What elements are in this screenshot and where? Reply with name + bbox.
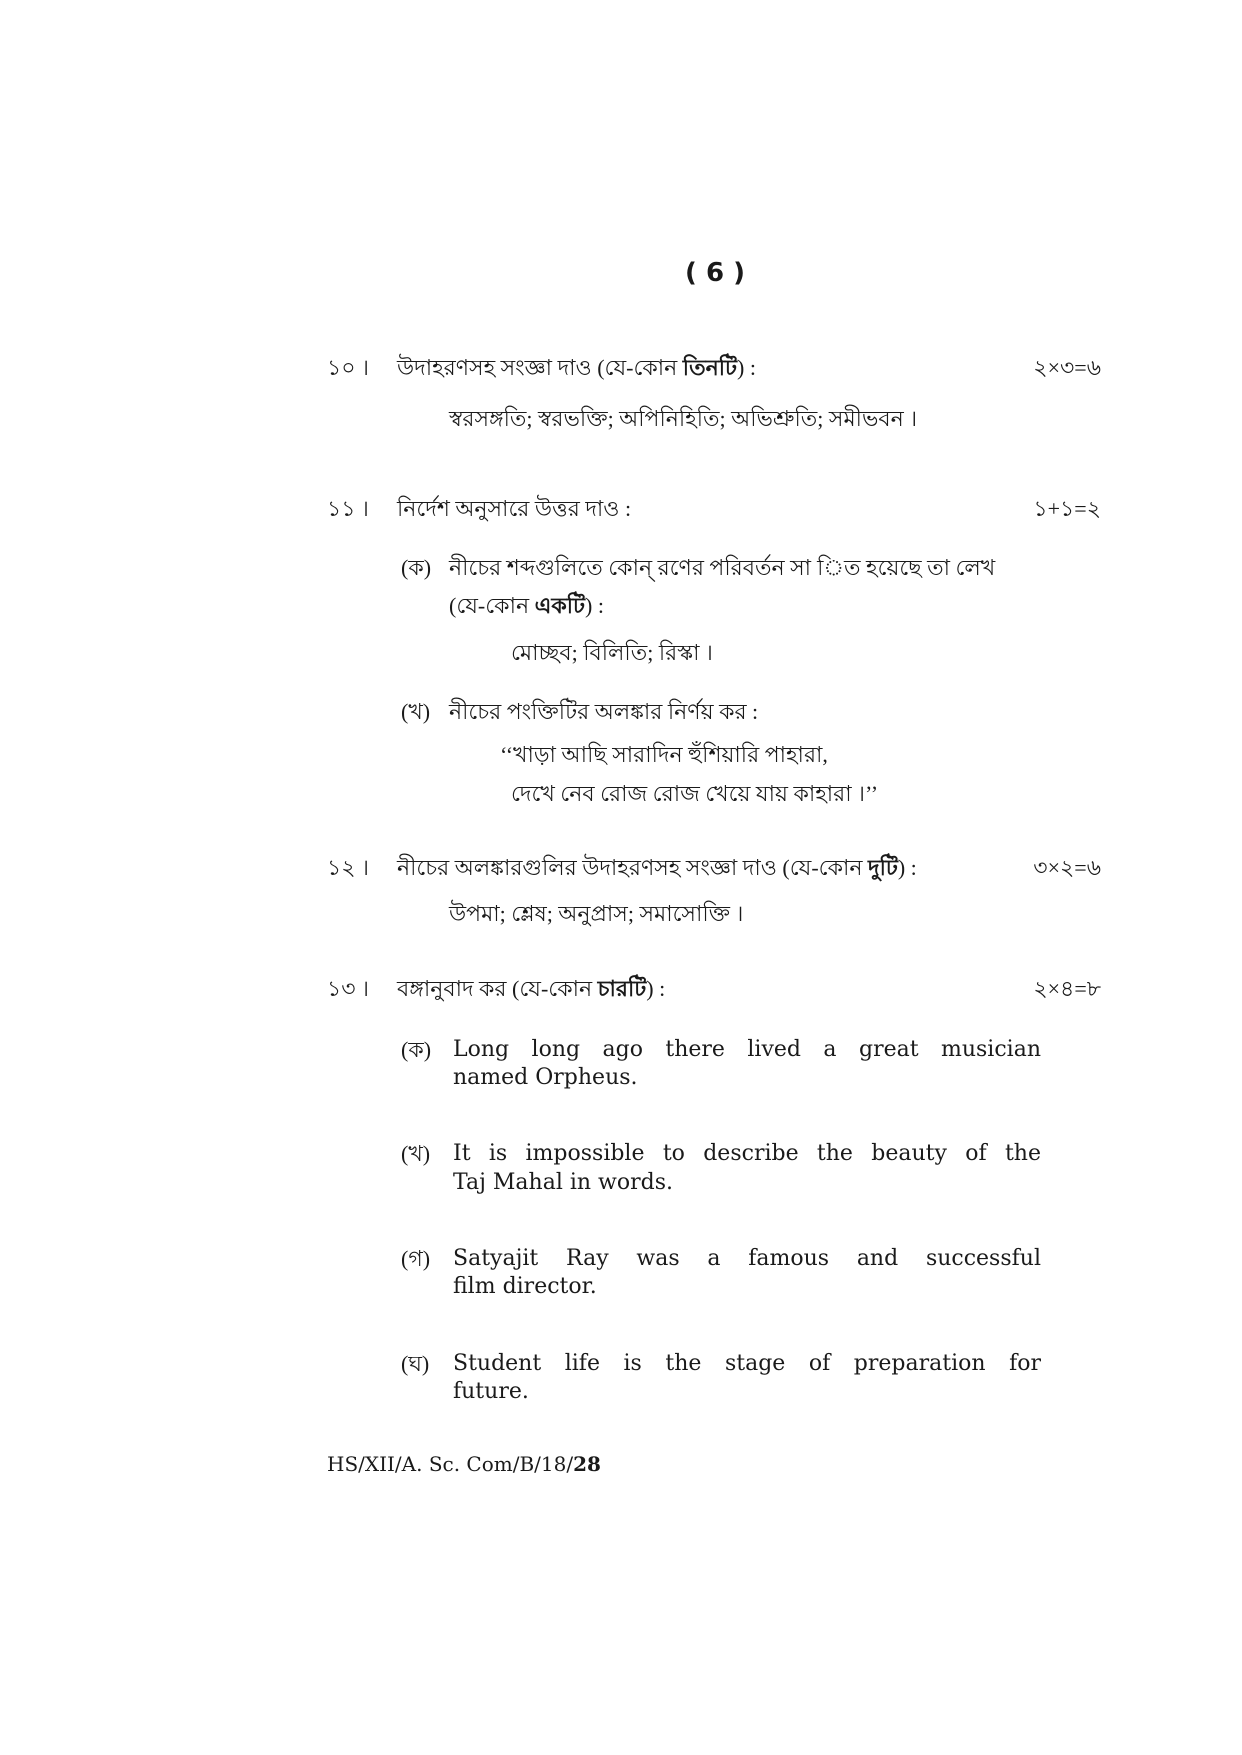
- item-label: (ঘ): [401, 1351, 430, 1376]
- prompt-text: নীচের অলঙ্কারগুলির উদাহরণসহ সংজ্ঞা দাও (যে-কোন: [397, 855, 869, 880]
- question-number: ১০ ।: [327, 355, 369, 380]
- paper-code: HS/XII/A. Sc. Com/B/18/: [327, 1452, 574, 1476]
- instruction-emphasis: একটি: [534, 593, 586, 618]
- question-number: ১১ ।: [327, 496, 369, 521]
- prompt-text-end: ) :: [646, 976, 666, 1001]
- marks: ২×৪=৮: [1033, 976, 1101, 1001]
- item-label: (গ): [401, 1246, 431, 1271]
- question-number: ১২ ।: [327, 855, 369, 880]
- word-list: মোচ্ছব; বিলিতি; রিস্কা ।: [511, 640, 713, 665]
- quote-line: দেখে নেব রোজ রোজ খেয়ে যায় কাহারা ।’’: [511, 781, 879, 806]
- prompt-emphasis: তিনটি: [682, 355, 737, 380]
- sentence-line: film director.: [453, 1274, 597, 1299]
- prompt-emphasis: চারটি: [597, 976, 647, 1001]
- marks: ১+১=২: [1033, 496, 1101, 521]
- page-number: ( 6 ): [685, 258, 745, 288]
- prompt-text-end: ) :: [737, 355, 756, 380]
- term-list: স্বরসঙ্গতি; স্বরভক্তি; অপিনিহিতি; অভিশ্রুতি; সমীভবন ।: [449, 406, 918, 431]
- question-prompt: [397, 974, 665, 1004]
- sentence-line: Student life is the stage of preparation for: [453, 1351, 1041, 1376]
- sentence-line: It is impossible to describe the beauty of the: [453, 1141, 1041, 1166]
- question-prompt: [397, 353, 756, 383]
- instruction-text: (যে-কোন: [449, 593, 535, 618]
- item-label: (খ): [401, 1141, 431, 1166]
- item-label: (ক): [401, 1037, 432, 1062]
- question-prompt: [397, 853, 917, 883]
- total-pages: 28: [573, 1452, 601, 1476]
- prompt-text: উদাহরণসহ সংজ্ঞা দাও (যে-কোন: [397, 355, 683, 380]
- prompt-text: বঙ্গানুবাদ কর (যে-কোন: [397, 976, 598, 1001]
- prompt-emphasis: দুটি: [868, 855, 898, 880]
- sentence-line: Taj Mahal in words.: [453, 1170, 674, 1195]
- term-list: উপমা; শ্লেষ; অনুপ্রাস; সমাসোক্তি ।: [449, 901, 744, 926]
- sentence-line: Satyajit Ray was a famous and successful: [453, 1246, 1041, 1271]
- question-number: ১৩ ।: [327, 976, 369, 1001]
- sub-question-instruction: [449, 591, 604, 621]
- sentence-line: Long long ago there lived a great musician: [453, 1037, 1041, 1062]
- sentence-line: named Orpheus.: [453, 1065, 638, 1090]
- marks: ২×৩=৬: [1033, 355, 1101, 380]
- sub-question-label: (খ): [401, 699, 431, 724]
- marks: ৩×২=৬: [1033, 855, 1101, 880]
- instruction-text-end: ) :: [585, 593, 604, 618]
- sub-question-text: নীচের পংক্তিটির অলঙ্কার নির্ণয় কর :: [449, 699, 759, 724]
- sentence-line: future.: [453, 1379, 529, 1404]
- paper-code-footer: [327, 1450, 601, 1478]
- sub-question-text: নীচের শব্দগুলিতে কোন্ রণের পরিবর্তন সা িত হয়েছে তা লেখ: [449, 555, 996, 580]
- prompt-text-end: ) :: [897, 855, 917, 880]
- sub-question-label: (ক): [401, 555, 432, 580]
- quote-line: ‘‘খাড়া আছি সারাদিন হুঁশিয়ারি পাহারা,: [500, 742, 828, 767]
- question-prompt: নির্দেশ অনুসারে উত্তর দাও :: [397, 496, 632, 521]
